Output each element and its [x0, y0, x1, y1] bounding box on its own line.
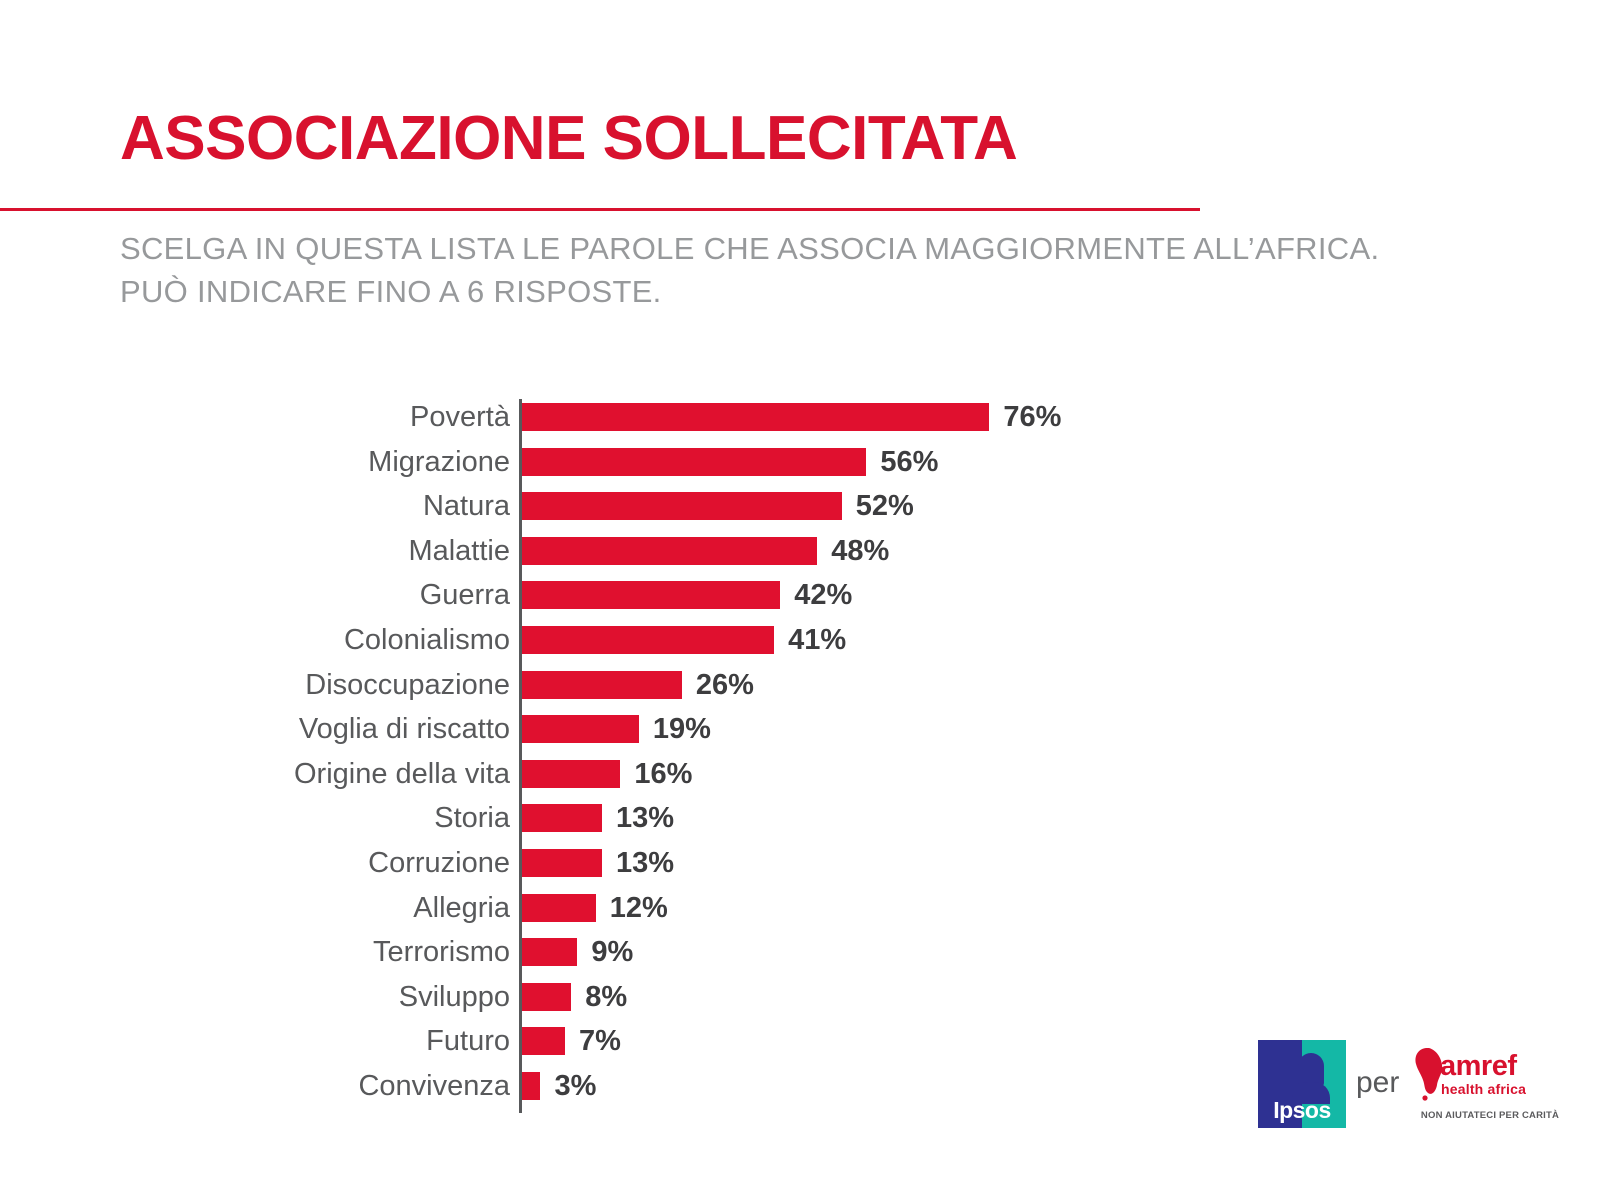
page-subtitle: SCELGA IN QUESTA LISTA LE PAROLE CHE ASSOCIA MAGGIORMENTE ALL’AFRICA. PUÒ INDICARE FINO A 6 RISPOSTE.	[120, 231, 1380, 309]
bar-category-label: Corruzione	[368, 847, 510, 879]
bar-category-label: Disoccupazione	[305, 668, 510, 701]
bar	[522, 983, 571, 1011]
bar	[522, 849, 602, 877]
chart-row	[0, 573, 1600, 617]
bar-category-label: Origine della vita	[294, 757, 510, 790]
chart-row	[0, 752, 1600, 796]
chart-row	[0, 395, 1600, 439]
bar-category-label: Migrazione	[368, 445, 510, 478]
bar	[522, 448, 866, 476]
bar	[522, 760, 620, 788]
bar-category-label: Sviluppo	[398, 980, 510, 1013]
bar-category-label: Voglia di riscatto	[298, 713, 510, 746]
bar	[522, 938, 577, 966]
chart-row	[0, 796, 1600, 840]
bar-category-label: Convivenza	[358, 1070, 510, 1102]
bar	[522, 626, 774, 654]
bar-value-label: 16%	[634, 757, 693, 790]
bar-value-label: 7%	[579, 1025, 621, 1058]
chart-row	[0, 886, 1600, 930]
chart-row	[0, 930, 1600, 974]
bar	[522, 804, 602, 832]
bar-value-label: 13%	[615, 847, 674, 879]
bar	[522, 581, 780, 609]
bar-category-label: Terrorismo	[373, 936, 510, 969]
bar-category-label: Povertà	[410, 401, 510, 433]
bar-category-label: Malattie	[408, 534, 510, 567]
bar-value-label: 9%	[591, 936, 634, 969]
bar	[522, 1072, 540, 1100]
chart-row	[0, 529, 1600, 573]
bar	[522, 894, 596, 922]
bar-value-label: 48%	[831, 534, 890, 567]
bar-category-label: Colonialismo	[343, 624, 510, 656]
ipsos-logo-text: Ipsos	[1273, 1097, 1331, 1123]
ipsos-logo	[1258, 1040, 1346, 1128]
footer-logos	[1258, 1038, 1568, 1156]
bar-chart	[0, 395, 1600, 1135]
per-label: per	[1356, 1066, 1400, 1099]
bar	[522, 492, 842, 520]
title-divider	[0, 208, 1200, 211]
bar-value-label: 12%	[609, 891, 668, 924]
bar-value-label: 52%	[855, 490, 914, 523]
bar	[522, 1027, 565, 1055]
bar-value-label: 56%	[880, 445, 939, 478]
bar-value-label: 8%	[585, 980, 628, 1013]
bar	[522, 403, 989, 431]
page-title: ASSOCIAZIONE SOLLECITATA	[120, 104, 1018, 173]
bar	[522, 715, 639, 743]
bar	[522, 537, 817, 565]
bar-value-label: 41%	[788, 624, 847, 656]
bar-value-label: 42%	[794, 579, 853, 612]
bar-category-label: Futuro	[426, 1025, 510, 1058]
bar-value-label: 13%	[615, 802, 674, 835]
bar-value-label: 3%	[554, 1070, 597, 1102]
bar	[522, 671, 682, 699]
bar-category-label: Allegria	[413, 891, 510, 924]
chart-row	[0, 484, 1600, 528]
chart-row	[0, 707, 1600, 751]
bar-value-label: 26%	[695, 668, 754, 701]
chart-row	[0, 440, 1600, 484]
chart-row	[0, 841, 1600, 885]
bar-category-label: Storia	[434, 802, 510, 835]
bar-category-label: Natura	[422, 490, 510, 523]
chart-row	[0, 618, 1600, 662]
bar-value-label: 19%	[652, 713, 711, 746]
amref-name: amref	[1440, 1050, 1517, 1082]
amref-logo	[1410, 1044, 1570, 1134]
chart-row	[0, 975, 1600, 1019]
bar-category-label: Guerra	[419, 579, 510, 612]
bar-value-label: 76%	[1003, 401, 1062, 433]
chart-row	[0, 663, 1600, 707]
amref-subtitle: health africa	[1441, 1081, 1527, 1097]
amref-tagline: NON AIUTATECI PER CARITÀ	[1420, 1110, 1560, 1121]
